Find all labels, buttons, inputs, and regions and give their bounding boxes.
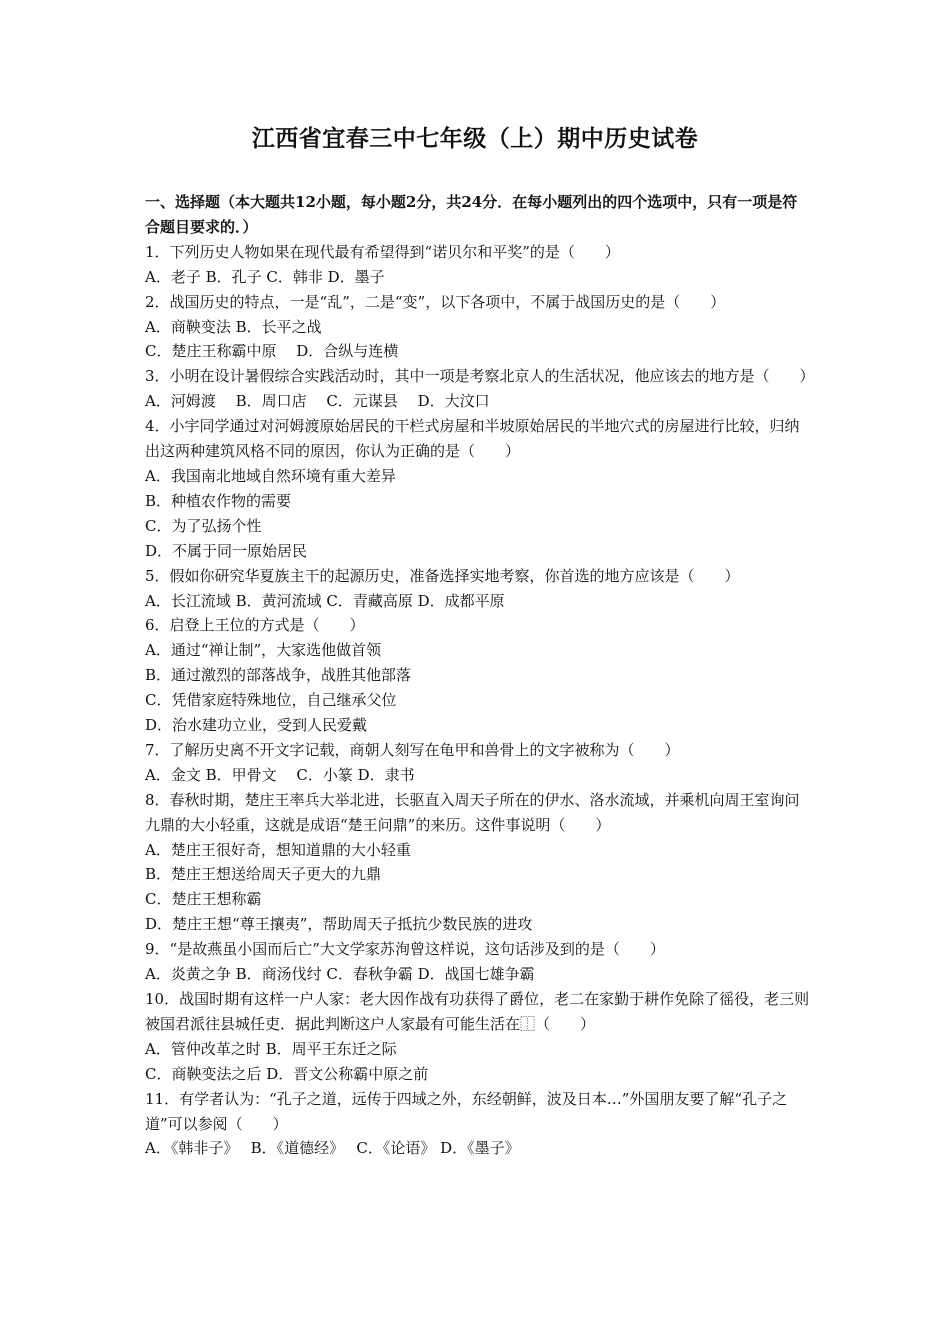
- question-4-option-c: C．为了弘扬个性: [145, 516, 262, 535]
- question-8-option-c: C．楚庄王想称霸: [145, 890, 262, 909]
- question-7-stem: 7．了解历史离不开文字记载，商朝人刻写在龟甲和兽骨上的文字被称为（ ）: [145, 740, 680, 759]
- question-4-option-a: A．我国南北地域自然环境有重大差异: [145, 466, 396, 485]
- question-5-stem: 5．假如你研究华夏族主干的起源历史，准备选择实地考察，你首选的地方应该是（ ）: [145, 566, 740, 585]
- question-6-stem: 6．启登上王位的方式是（ ）: [145, 616, 365, 635]
- question-3-options: A．河姆渡 B．周口店 C．元谋县 D．大汶口: [145, 392, 490, 411]
- question-9-options: A．炎黄之争 B．商汤伐纣 C．春秋争霸 D．战国七雄争霸: [145, 965, 535, 984]
- question-8-option-b: B．楚庄王想送给周天子更大的九鼎: [145, 865, 382, 884]
- question-6-option-d: D．治水建功立业，受到人民爱戴: [145, 716, 368, 735]
- question-2-options-ab: A．商鞅变法 B．长平之战: [145, 317, 322, 336]
- question-2-options-cd: C．楚庄王称霸中原 D．合纵与连横: [145, 342, 399, 361]
- question-11-options: A．《韩非子》 B．《道德经》 C．《论语》 D．《墨子》: [145, 1139, 520, 1158]
- question-3-stem: 3．小明在设计暑假综合实践活动时，其中一项是考察北京人的生活状况，他应该去的地方是（ ）: [145, 367, 815, 386]
- question-8-option-d: D．楚庄王想“尊王攘夷”，帮助周天子抵抗少数民族的进攻: [145, 915, 533, 934]
- question-5-options: A．长江流域 B．黄河流域 C．青藏高原 D．成都平原: [145, 591, 505, 610]
- question-4-option-d: D．不属于同一原始居民: [145, 541, 308, 560]
- question-2-stem: 2．战国历史的特点，一是“乱”，二是“变”，以下各项中，不属于战国历史的是（ ）: [145, 292, 726, 311]
- question-8-option-a: A．楚庄王很好奇，想知道鼎的大小轻重: [145, 840, 411, 859]
- question-8-stem: 8．春秋时期，楚庄王率兵大举北进，长驱直入周天子所在的伊水、洛水流域，并乘机向周王室询问九鼎的大小轻重，这就是成语“楚王问鼎”的来历。这件事说明（ ）: [145, 790, 800, 834]
- question-10-options-cd: C．商鞅变法之后 D．晋文公称霸中原之前: [145, 1064, 429, 1083]
- question-4-option-b: B．种植农作物的需要: [145, 491, 292, 510]
- question-6-option-c: C．凭借家庭特殊地位，自己继承父位: [145, 691, 397, 710]
- question-4-stem: 4．小宇同学通过对河姆渡原始居民的干栏式房屋和半坡原始居民的半地穴式的房屋进行比较，归纳出这两种建筑风格不同的原因，你认为正确的是（ ）: [145, 417, 800, 461]
- question-10-stem: 10．战国时期有这样一户人家：老大因作战有功获得了爵位，老二在家勤于耕作免除了徭役，老三则被国君派往县城任吏．据此判断这户人家最有可能生活在⿰（ ）: [145, 990, 810, 1033]
- exam-title: 江西省宜春三中七年级（上）期中历史试卷: [251, 125, 699, 152]
- question-1-options: A．老子 B．孔子 C．韩非 D．墨子: [145, 267, 385, 286]
- exam-content: [145, 190, 815, 1161]
- question-6-option-b: B．通过激烈的部落战争，战胜其他部落: [145, 666, 412, 685]
- question-10-options-ab: A．管仲改革之时 B．周平王东迁之际: [145, 1039, 397, 1058]
- question-7-options: A．金文 B．甲骨文 C．小篆 D．隶书: [145, 765, 415, 784]
- question-11-stem: 11．有学者认为：“孔子之道，远传于四域之外，东经朝鲜，波及日本…”外国朋友要了解“孔子之道”可以参阅（ ）: [145, 1089, 788, 1133]
- question-9-stem: 9．“是故燕虽小国而后亡”大文学家苏洵曾这样说，这句话涉及到的是（ ）: [145, 940, 665, 959]
- question-1-stem: 1．下列历史人物如果在现代最有希望得到“诺贝尔和平奖”的是（ ）: [145, 242, 620, 261]
- question-6-option-a: A．通过“禅让制”，大家选他做首领: [145, 641, 382, 660]
- section-heading: 一、选择题（本大题共12小题，每小题2分，共24分．在每小题列出的四个选项中，只有一项是符合题目要求的．）: [145, 193, 798, 236]
